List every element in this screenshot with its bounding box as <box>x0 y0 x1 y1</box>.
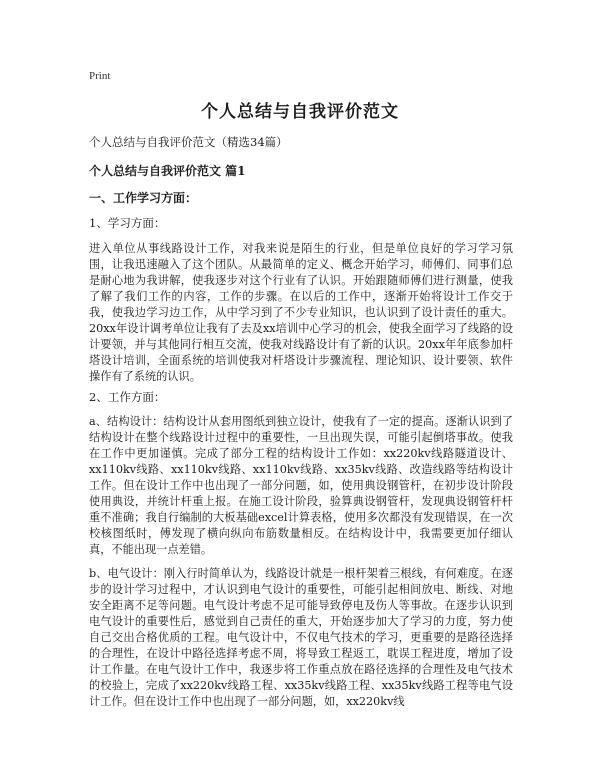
document-title: 个人总结与自我评价范文 <box>201 102 399 122</box>
paragraph-study: 进入单位从事线路设计工作，对我来说是陌生的行业，但是单位良好的学习学习氛围，让我迅速融入了这个团队。从最简单的定义、概念开始学习，师傅们、同事们总是耐心地为我讲解，使我逐步对这个行业有了认识。开始跟随师傅们进行测量，使我了解了我们工作的内容，工作的步骤。在以后的工作中，逐渐开始将设计工作交于我，使我边学习边工作，从中学习到了不少专业知识，也认识到了设计责任的重大。20xx年设计调考单位让我有了去及xx培训中心学习的机会，使我全面学习了线路的设计要领，并与其他同行相互交流，使我对线路设计有了新的认识。20xx年年底参加杆塔设计培训，全面系统的培训使我对杆塔设计步骤流程、理论知识、设计要领、软件操作有了系统的认识。 <box>89 242 513 383</box>
article-title: 个人总结与自我评价范文 篇1 <box>89 164 246 178</box>
section-heading: 一、工作学习方面： <box>89 191 198 205</box>
subheading-work: 2、工作方面： <box>89 390 166 404</box>
print-label[interactable]: Print <box>89 70 111 82</box>
document-subtitle: 个人总结与自我评价范文（精选34篇） <box>89 135 288 149</box>
paragraph-electrical-design: b、电气设计：刚入行时简单认为，线路设计就是一根杆架着三根线，有何难度。在逐步的设计学习过程中，才认识到电气设计的重要性，可能引起相间放电、断线、对地安全距离不足等问题。电气设计考虑不足可能导致停电及伤人等事故。在逐步认识到电气设计的重要性后，感觉到自己责任的重大，开始逐步加大了学习的力度，努力使自己交出合格优质的工程。电气设计中，不仅电气技术的学习，更重要的是路径选择的合理性，在设计中路径选择考虑不周，将导致工程返工，耽误工程进度，增加了设计工作量。在电气设计工作中，我逐步将工作重点放在路径选择的合理性及电气技术的校验上，完成了xx220kv线路工程、xx35kv线路工程、xx35kv线路工程等电气设计工作。但在设计工作中也出现了一部分问题，如，xx220kv线 <box>89 567 513 708</box>
paragraph-structure-design: a、结构设计：结构设计从套用图纸到独立设计，使我有了一定的提高。逐渐认识到了结构设计在整个线路设计过程中的重要性，一旦出现失误，可能引起倒塔事故。使我在工作中更加谨慎。完成了部分工程的结构设计工作如：xx220kv线路隧道设计、xx110kv线路、xx110kv线路、xx110kv线路、xx35kv线路、改造线路等结构设计工作。但在设计工作中也出现了一部分问题，如，使用典设钢管杆，在初步设计阶段使用典设，并统计杆重上报。在施工设计阶段，验算典设钢管杆，发现典设钢管杆杆重不准确；我自行编制的大板基础excel计算表格，使用多次都没有发现错误，在一次校核图纸时，傅发现了横向纵向布筋数量相反。在结构设计中，我需要更加仔细认真，不能出现一点差错。 <box>89 415 513 556</box>
subheading-study: 1、学习方面： <box>89 216 166 230</box>
